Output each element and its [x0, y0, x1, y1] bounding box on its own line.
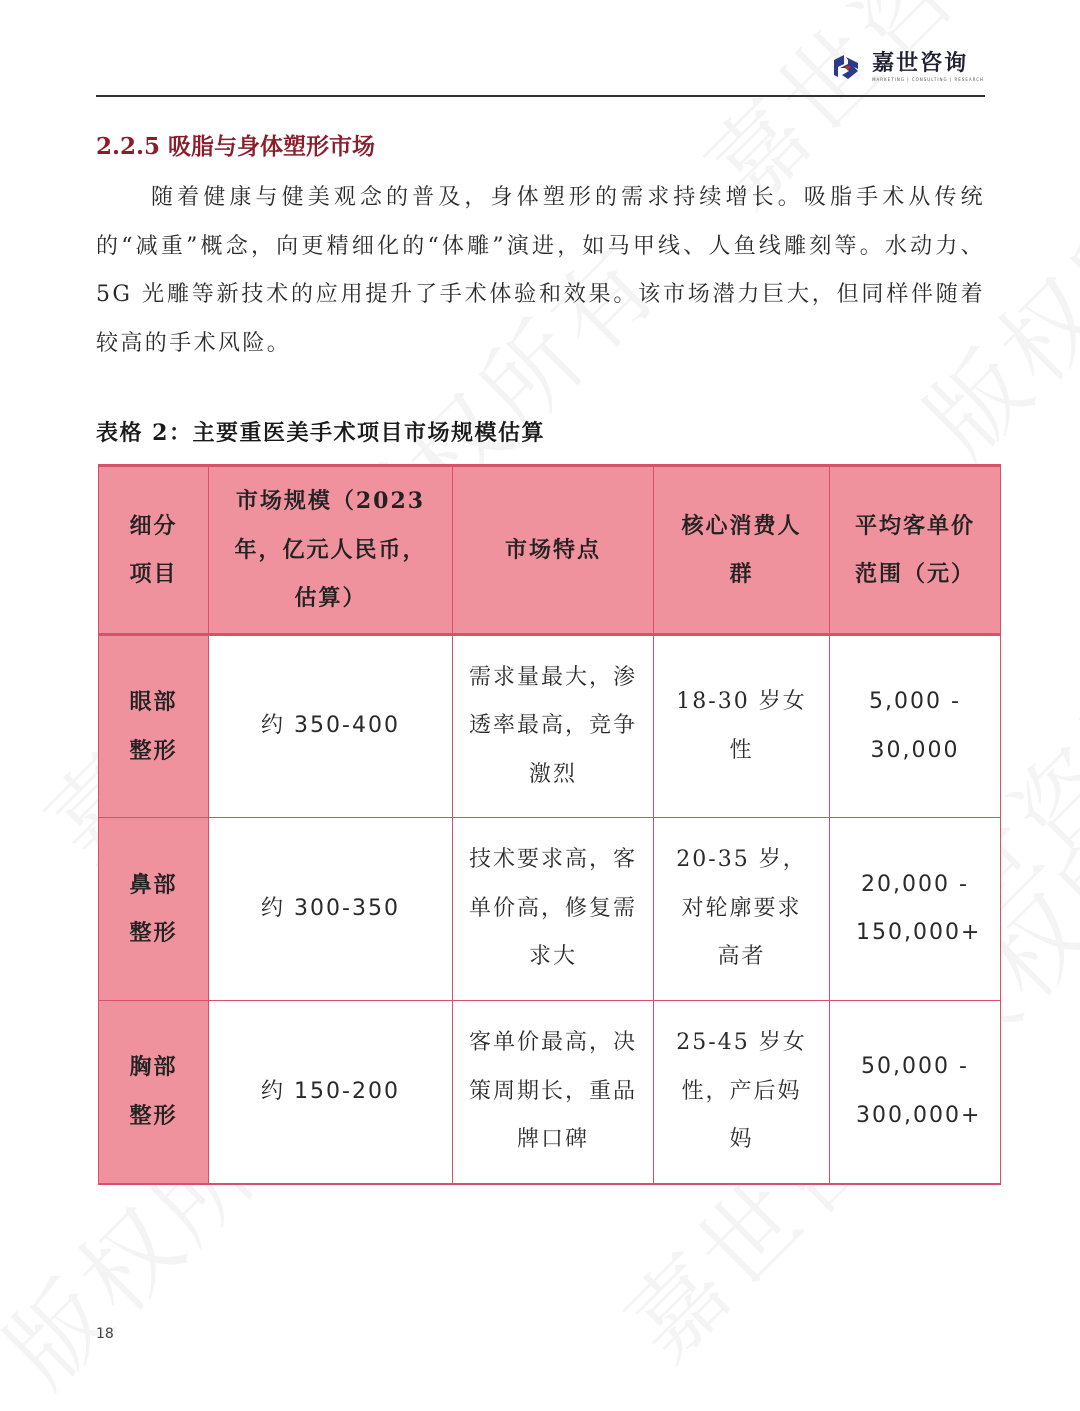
- column-header: 市场特点: [453, 466, 654, 635]
- column-header: 核心消费人群: [654, 466, 830, 635]
- header-divider: [96, 95, 985, 97]
- cell-consumers: 18-30 岁女性: [654, 635, 830, 818]
- cell-market-size: 约 150-200: [209, 1001, 453, 1184]
- cell-market-size: 约 300-350: [209, 818, 453, 1001]
- logo-icon: [830, 51, 862, 83]
- cell-price-range: 50,000 - 300,000+: [830, 1001, 1001, 1184]
- cell-features: 技术要求高，客单价高，修复需求大: [453, 818, 654, 1001]
- cell-features: 客单价最高，决策周期长，重品牌口碑: [453, 1001, 654, 1184]
- cell-features: 需求量最大，渗透率最高，竞争激烈: [453, 635, 654, 818]
- row-header-item: 鼻部整形: [99, 818, 209, 1001]
- table-header-row: [99, 466, 1001, 635]
- section-paragraph: 随着健康与健美观念的普及，身体塑形的需求持续增长。吸脂手术从传统的“减重”概念，向更精细化的“体雕”演进，如马甲线、人鱼线雕刻等。水动力、5G 光雕等新技术的应用提升了手术体验和效果。该市场潜力巨大，但同样伴随着较高的手术风险。: [96, 185, 985, 356]
- column-header: 市场规模（2023年，亿元人民币，估算）: [209, 466, 453, 635]
- page-number: 18: [96, 1326, 114, 1342]
- table-caption: 表格 2：主要重医美手术项目市场规模估算: [96, 420, 545, 446]
- section-title: 2.2.5 吸脂与身体塑形市场: [96, 133, 376, 160]
- cell-consumers: 25-45 岁女性，产后妈妈: [654, 1001, 830, 1184]
- logo-name: 嘉世咨询: [872, 51, 969, 76]
- cell-price-range: 5,000 - 30,000: [830, 635, 1001, 818]
- cell-market-size: 约 350-400: [209, 635, 453, 818]
- cell-consumers: 20-35 岁，对轮廓要求高者: [654, 818, 830, 1001]
- table-row: [99, 1001, 1001, 1184]
- logo-tagline: MARKETING | CONSULTING | RESEARCH: [872, 77, 984, 82]
- column-header: 平均客单价范围（元）: [830, 466, 1001, 635]
- row-header-item: 胸部整形: [99, 1001, 209, 1184]
- header-logo: [830, 46, 984, 88]
- row-header-item: 眼部整形: [99, 635, 209, 818]
- market-size-table: [98, 464, 1001, 1185]
- cell-price-range: 20,000 - 150,000+: [830, 818, 1001, 1001]
- column-header: 细分项目: [99, 466, 209, 635]
- table-row: [99, 818, 1001, 1001]
- table-row: [99, 635, 1001, 818]
